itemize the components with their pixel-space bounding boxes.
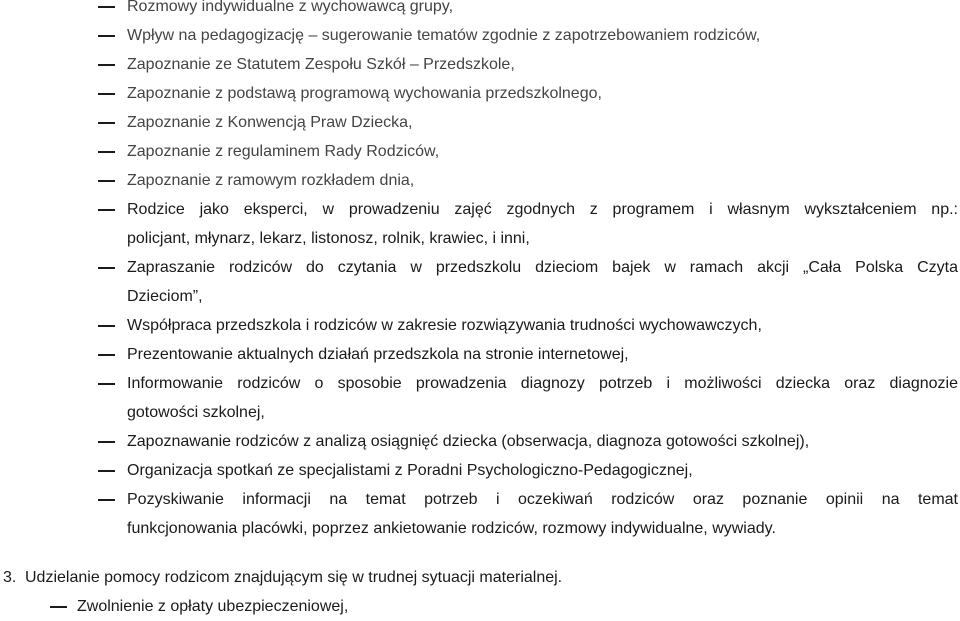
dash-bullet (98, 470, 115, 472)
dash-bullet (98, 209, 115, 211)
section-number: 3. (3, 569, 17, 586)
list-item-text: Wpływ na pedagogizację – sugerowanie tematów zgodnie z zapotrzebowaniem rodziców, (127, 27, 761, 44)
list-item (0, 369, 960, 427)
list-item-text: Pozyskiwanie informacji na temat potrzeb i oczekiwań rodziców oraz poznanie opinii na temat (127, 491, 958, 508)
list-item (0, 79, 960, 108)
list-item (0, 456, 960, 485)
sub-list-item-text: Zwolnienie z opłaty ubezpieczeniowej, (77, 598, 349, 615)
dash-bullet (98, 180, 115, 182)
dash-bullet (98, 267, 115, 269)
dash-bullet (98, 441, 115, 443)
dash-bullet (98, 383, 115, 385)
dash-bullet (98, 64, 115, 66)
list-item-text: Zapoznanie z Konwencją Praw Dziecka, (127, 114, 413, 131)
list-item (0, 0, 960, 21)
list-item-text-continued: funkcjonowania placówki, poprzez ankietowanie rodziców, rozmowy indywidualne, wywiady. (127, 520, 776, 537)
dash-bullet (98, 35, 115, 37)
list-item-text: Organizacja spotkań ze specjalistami z Poradni Psychologiczno-Pedagogicznej, (127, 462, 693, 479)
list-item-text: Informowanie rodziców o sposobie prowadzenia diagnozy potrzeb i możliwości dziecka oraz diagnozie (127, 375, 958, 392)
list-item (0, 195, 960, 253)
list-item-text: Rozmowy indywidualne z wychowawcą grupy, (127, 0, 454, 15)
section-title: Udzielanie pomocy rodzicom znajdującym się w trudnej sytuacji materialnej. (25, 569, 563, 586)
dash-bullet (98, 93, 115, 95)
list-item (0, 253, 960, 311)
dash-bullet (98, 325, 115, 327)
list-item-text: Zapoznanie z podstawą programową wychowania przedszkolnego, (127, 85, 602, 102)
list-item (0, 166, 960, 195)
list-item-text: Zapoznanie z regulaminem Rady Rodziców, (127, 143, 440, 160)
list-item (0, 311, 960, 340)
dash-bullet (98, 6, 115, 8)
numbered-section (0, 563, 960, 621)
list-item-text-continued: policjant, młynarz, lekarz, listonosz, rolnik, krawiec, i inni, (127, 230, 530, 247)
list-item (0, 427, 960, 456)
section-heading (0, 563, 960, 592)
dash-bullet (98, 151, 115, 153)
list-item-text: Prezentowanie aktualnych działań przedszkola na stronie internetowej, (127, 346, 629, 363)
list-item (0, 137, 960, 166)
dash-bullet (50, 606, 67, 608)
list-item-text: Zapraszanie rodziców do czytania w przedszkolu dzieciom bajek w ramach akcji „Cała Polska Czyta (127, 259, 958, 276)
dash-bullet (98, 122, 115, 124)
list-item-text: Zapoznanie z ramowym rozkładem dnia, (127, 172, 415, 189)
dash-bullet (98, 499, 115, 501)
list-item-text: Współpraca przedszkola i rodziców w zakresie rozwiązywania trudności wychowawczych, (127, 317, 762, 334)
list-item-text: Rodzice jako eksperci, w prowadzeniu zajęć zgodnych z programem i własnym wykształceniem np.: (127, 201, 958, 218)
list-item (0, 108, 960, 137)
list-item-text: Zapoznanie ze Statutem Zespołu Szkół – Przedszkole, (127, 56, 515, 73)
list-item-text: Zapoznawanie rodziców z analizą osiągnięć dziecka (obserwacja, diagnoza gotowości szkolnej), (127, 433, 810, 450)
list-item-text-continued: gotowości szkolnej, (127, 404, 265, 421)
dash-bullet (98, 354, 115, 356)
list-item (0, 50, 960, 79)
list-item (0, 485, 960, 543)
list-item-text-continued: Dzieciom”, (127, 288, 203, 305)
list-item (0, 340, 960, 369)
list-item (0, 21, 960, 50)
